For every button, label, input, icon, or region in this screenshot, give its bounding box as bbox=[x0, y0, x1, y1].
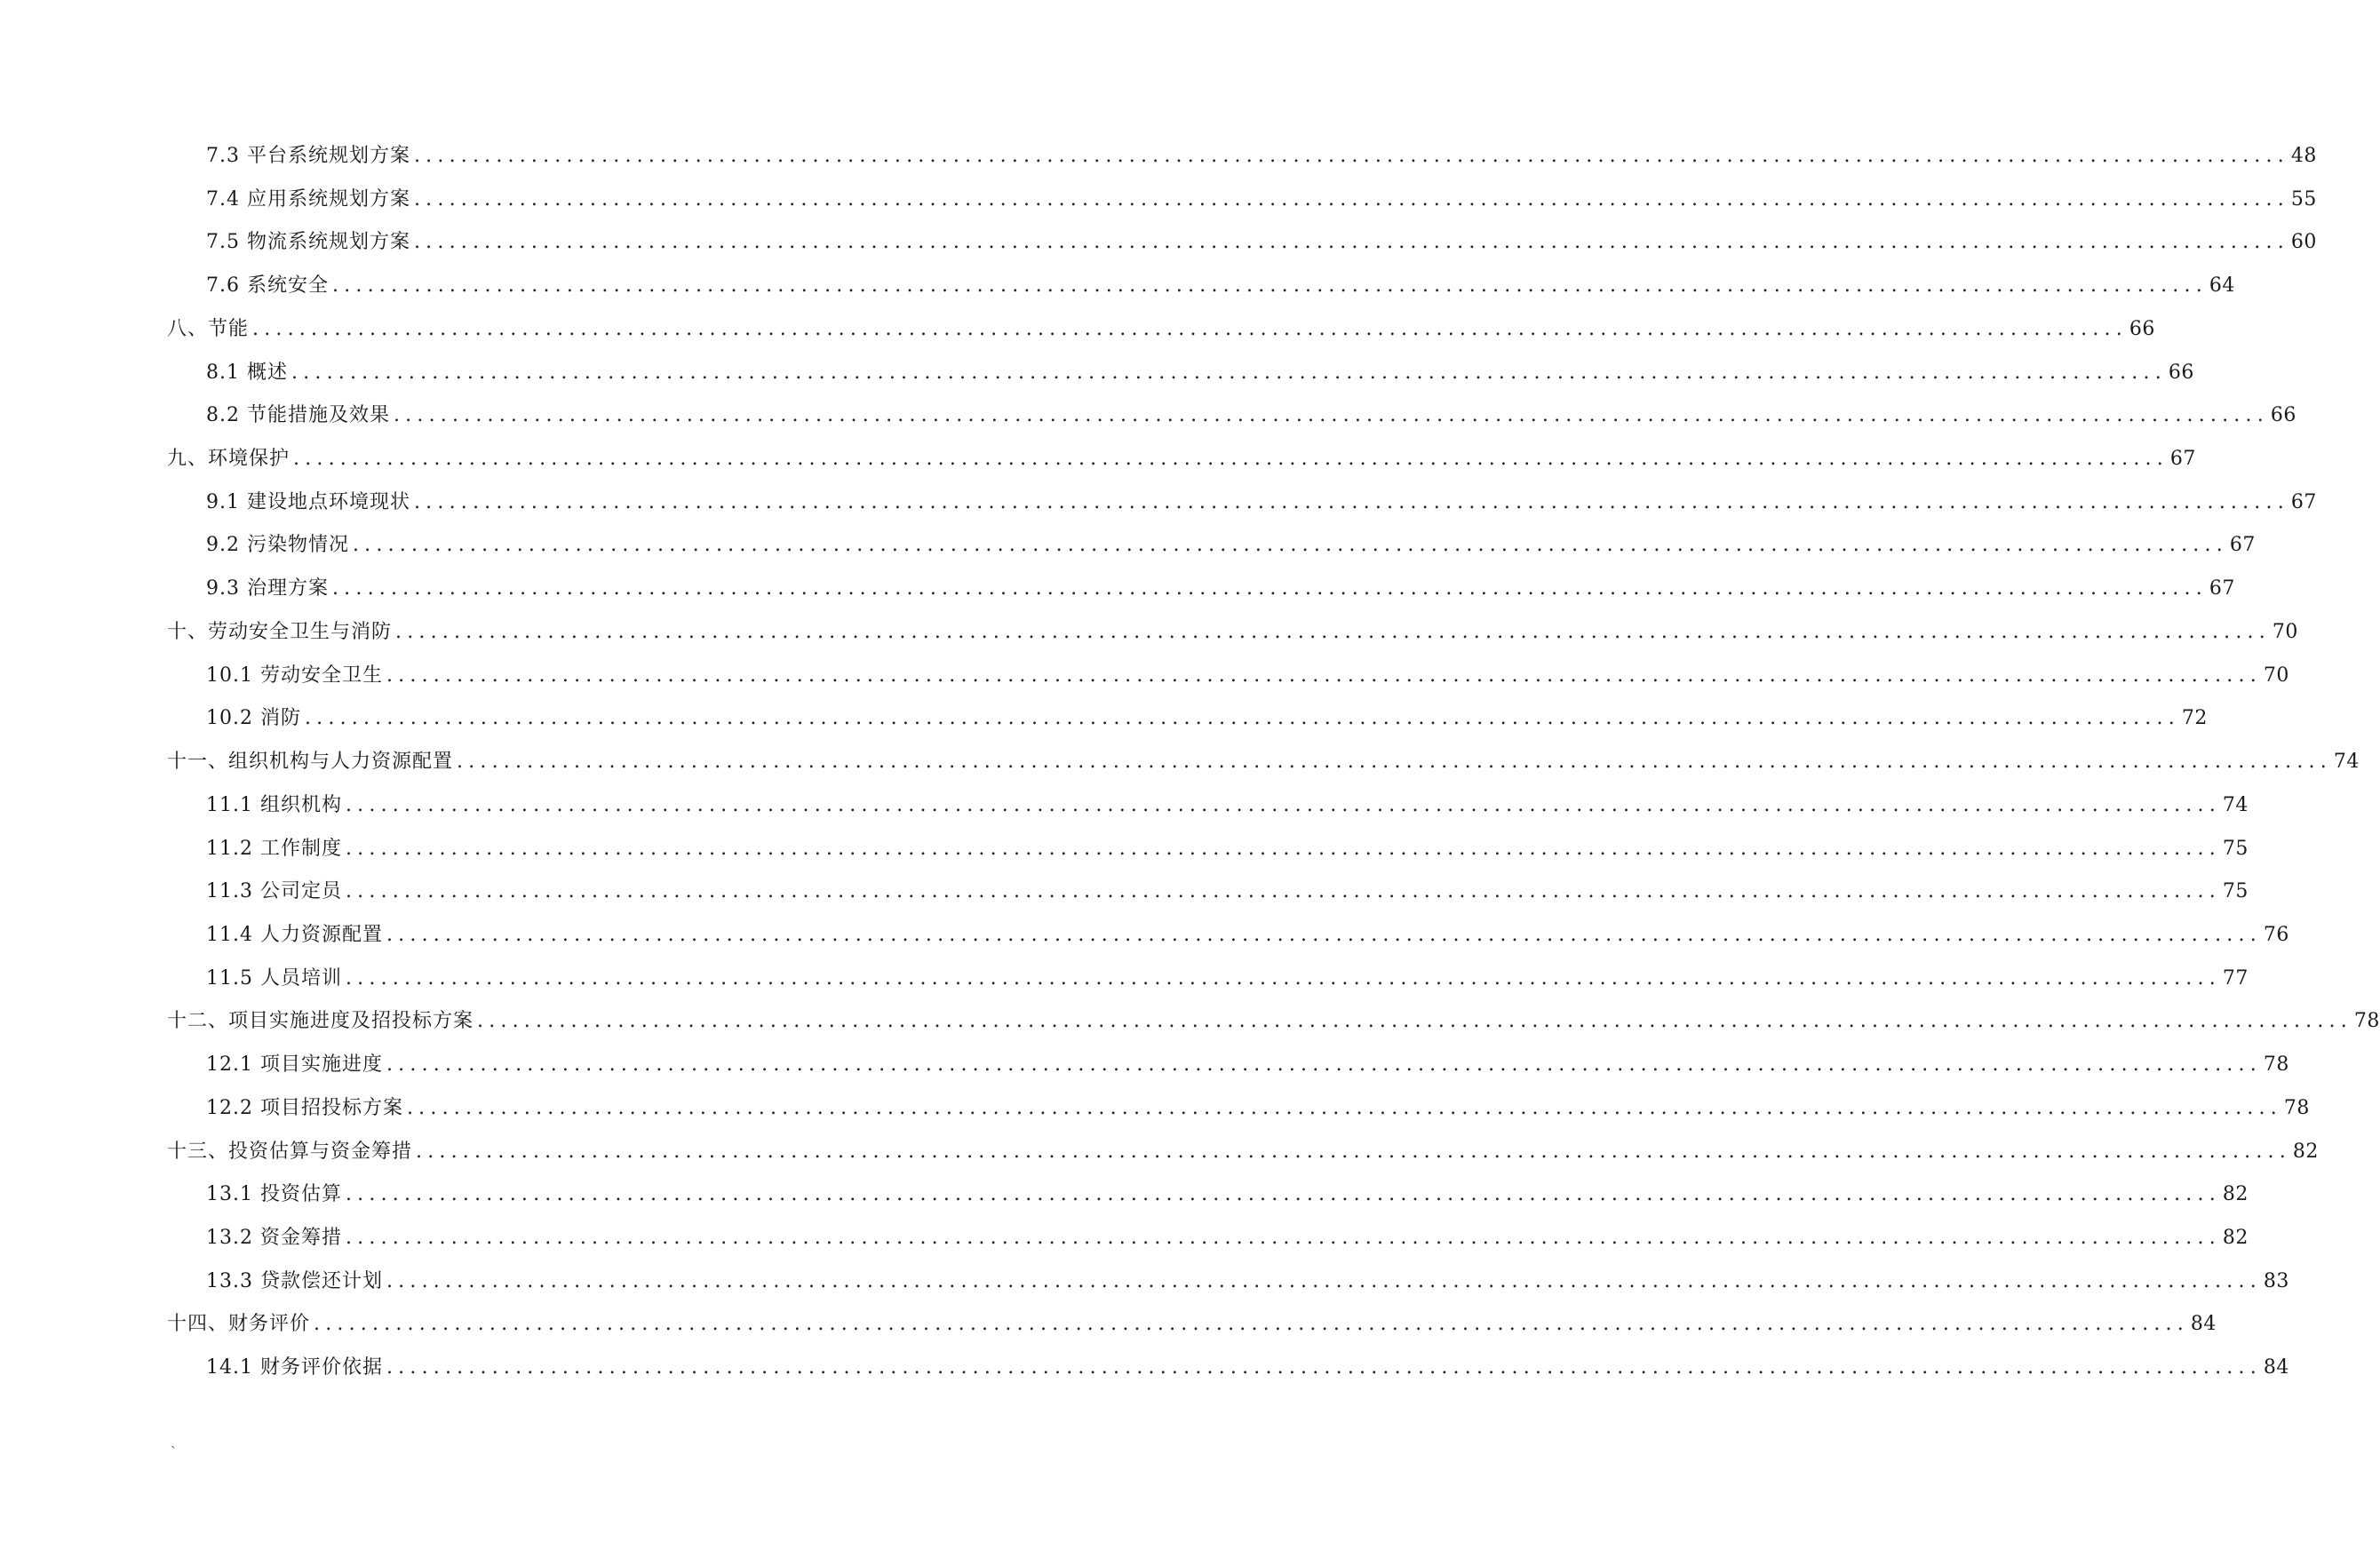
toc-entry-page: 83 bbox=[2263, 1269, 2289, 1292]
toc-entry[interactable] bbox=[206, 1222, 2249, 1251]
toc-leader-dots: ................................................................................................................................................................ bbox=[345, 793, 2221, 816]
toc-leader-dots: ................................................................................................................................................................ bbox=[413, 145, 2289, 167]
toc-entry-title: 13.1 投资估算 bbox=[206, 1183, 342, 1206]
toc-entry-page: 66 bbox=[2270, 404, 2296, 427]
toc-entry-page: 74 bbox=[2333, 751, 2360, 774]
toc-entry[interactable] bbox=[206, 660, 2289, 688]
toc-entry[interactable] bbox=[206, 184, 2317, 212]
toc-entry[interactable] bbox=[167, 1136, 2319, 1165]
toc-entry[interactable] bbox=[167, 443, 2196, 472]
toc-entry-page: 82 bbox=[2222, 1227, 2249, 1249]
toc-leader-dots: ................................................................................................................................................................ bbox=[386, 1356, 2262, 1379]
toc-entry[interactable] bbox=[206, 1093, 2310, 1121]
toc-entry-page: 67 bbox=[2169, 448, 2196, 471]
toc-entry[interactable] bbox=[206, 1049, 2289, 1077]
toc-entry-page: 70 bbox=[2272, 620, 2298, 643]
toc-leader-dots: ................................................................................................................................................................ bbox=[386, 664, 2262, 687]
toc-entry-page: 60 bbox=[2290, 231, 2317, 254]
toc-leader-dots: ................................................................................................................................................................ bbox=[386, 923, 2262, 946]
toc-entry-page: 55 bbox=[2290, 187, 2317, 211]
toc-entry-title: 13.2 资金筹措 bbox=[206, 1227, 342, 1249]
toc-entry[interactable] bbox=[206, 1352, 2289, 1380]
toc-entry-title: 7.3 平台系统规划方案 bbox=[206, 145, 410, 167]
toc-leader-dots: ................................................................................................................................................................ bbox=[345, 966, 2221, 990]
toc-entry-page: 84 bbox=[2263, 1356, 2289, 1379]
toc-entry-title: 十三、投资估算与资金筹措 bbox=[167, 1140, 413, 1163]
toc-entry-title: 14.1 财务评价依据 bbox=[206, 1356, 383, 1379]
toc-entry-page: 66 bbox=[2129, 317, 2155, 340]
toc-entry[interactable] bbox=[206, 963, 2249, 991]
toc-entry-page: 70 bbox=[2263, 664, 2289, 687]
toc-leader-dots: ................................................................................................................................................................ bbox=[416, 1140, 2291, 1163]
toc-entry[interactable] bbox=[206, 227, 2317, 255]
toc-entry-page: 64 bbox=[2209, 274, 2235, 298]
toc-entry[interactable] bbox=[167, 1308, 2217, 1337]
toc-entry-title: 10.2 消防 bbox=[206, 707, 301, 730]
toc-entry[interactable] bbox=[167, 616, 2298, 645]
toc-entry-title: 八、节能 bbox=[167, 317, 250, 340]
toc-entry-page: 78 bbox=[2283, 1096, 2310, 1119]
toc-entry[interactable] bbox=[206, 790, 2249, 818]
toc-entry-title: 12.1 项目实施进度 bbox=[206, 1053, 383, 1077]
toc-leader-dots: ................................................................................................................................................................ bbox=[413, 231, 2289, 254]
toc-entry-title: 8.2 节能措施及效果 bbox=[206, 404, 390, 427]
toc-leader-dots: ................................................................................................................................................................ bbox=[477, 1010, 2352, 1033]
toc-entry-title: 11.5 人员培训 bbox=[206, 966, 342, 990]
toc-entry-page: 75 bbox=[2222, 880, 2249, 903]
toc-entry[interactable] bbox=[167, 746, 2360, 775]
toc-leader-dots: ................................................................................................................................................................ bbox=[345, 880, 2221, 903]
toc-leader-dots: ................................................................................................................................................................ bbox=[314, 1313, 2189, 1336]
toc-entry[interactable] bbox=[206, 1266, 2289, 1294]
toc-entry[interactable] bbox=[206, 1179, 2249, 1207]
toc-leader-dots: ................................................................................................................................................................ bbox=[395, 620, 2271, 643]
toc-entry-page: 76 bbox=[2263, 923, 2289, 946]
toc-entry-title: 10.1 劳动安全卫生 bbox=[206, 664, 383, 687]
toc-leader-dots: ................................................................................................................................................................ bbox=[386, 1053, 2262, 1077]
footer-mark: ` bbox=[171, 1445, 177, 1459]
toc-entry-title: 9.2 污染物情况 bbox=[206, 534, 349, 557]
toc-entry-page: 66 bbox=[2168, 361, 2194, 384]
toc-entry-title: 十四、财务评价 bbox=[167, 1313, 311, 1336]
toc-entry[interactable] bbox=[206, 833, 2249, 862]
toc-entry-page: 82 bbox=[2222, 1183, 2249, 1206]
toc-entry-title: 11.1 组织机构 bbox=[206, 793, 342, 816]
toc-entry-title: 8.1 概述 bbox=[206, 361, 288, 384]
toc-entry[interactable] bbox=[206, 703, 2208, 731]
toc-entry[interactable] bbox=[206, 357, 2194, 386]
toc-entry[interactable] bbox=[206, 876, 2249, 904]
toc-entry[interactable] bbox=[206, 573, 2235, 601]
toc-entry-page: 78 bbox=[2263, 1053, 2289, 1077]
toc-entry-title: 十、劳动安全卫生与消防 bbox=[167, 620, 393, 643]
toc-entry-page: 74 bbox=[2222, 793, 2249, 816]
toc-entry[interactable] bbox=[206, 529, 2256, 558]
toc-entry-page: 82 bbox=[2292, 1140, 2319, 1163]
toc-entry-page: 67 bbox=[2229, 534, 2256, 557]
toc-entry-page: 84 bbox=[2190, 1313, 2217, 1336]
toc-entry[interactable] bbox=[167, 314, 2155, 342]
toc-entry[interactable] bbox=[206, 270, 2235, 298]
toc-entry-page: 75 bbox=[2222, 837, 2249, 860]
toc-entry-title: 7.6 系统安全 bbox=[206, 274, 329, 298]
toc-leader-dots: ................................................................................................................................................................ bbox=[386, 1269, 2262, 1292]
toc-entry-title: 9.1 建设地点环境现状 bbox=[206, 490, 410, 513]
toc-entry-title: 11.2 工作制度 bbox=[206, 837, 342, 860]
toc-entry[interactable] bbox=[167, 1006, 2380, 1034]
toc-entry-page: 77 bbox=[2222, 966, 2249, 990]
toc-entry-page: 67 bbox=[2209, 577, 2235, 600]
toc-entry-title: 11.3 公司定员 bbox=[206, 880, 342, 903]
toc-entry-page: 72 bbox=[2181, 707, 2208, 730]
toc-entry-title: 九、环境保护 bbox=[167, 448, 291, 471]
toc-entry[interactable] bbox=[206, 140, 2317, 169]
toc-entry-title: 7.4 应用系统规划方案 bbox=[206, 187, 410, 211]
toc-leader-dots: ................................................................................................................................................................ bbox=[252, 317, 2128, 340]
toc-leader-dots: ................................................................................................................................................................ bbox=[345, 837, 2221, 860]
toc-entry[interactable] bbox=[206, 400, 2296, 428]
toc-leader-dots: ................................................................................................................................................................ bbox=[457, 751, 2332, 774]
toc-leader-dots: ................................................................................................................................................................ bbox=[304, 707, 2180, 730]
toc-entry-page: 48 bbox=[2290, 145, 2317, 167]
toc-entry-title: 7.5 物流系统规划方案 bbox=[206, 231, 410, 254]
toc-leader-dots: ................................................................................................................................................................ bbox=[406, 1096, 2282, 1119]
toc-leader-dots: ................................................................................................................................................................ bbox=[393, 404, 2269, 427]
toc-leader-dots: ................................................................................................................................................................ bbox=[352, 534, 2228, 557]
toc-entry-title: 9.3 治理方案 bbox=[206, 577, 329, 600]
toc-leader-dots: ................................................................................................................................................................ bbox=[331, 274, 2208, 298]
toc-entry-page: 78 bbox=[2353, 1010, 2380, 1033]
toc-leader-dots: ................................................................................................................................................................ bbox=[413, 187, 2289, 211]
toc-entry-title: 11.4 人力资源配置 bbox=[206, 923, 383, 946]
toc-leader-dots: ................................................................................................................................................................ bbox=[291, 361, 2167, 384]
toc-entry-title: 十一、组织机构与人力资源配置 bbox=[167, 751, 454, 774]
toc-entry-title: 13.3 贷款偿还计划 bbox=[206, 1269, 383, 1292]
toc-entry-page: 67 bbox=[2290, 490, 2317, 513]
toc-leader-dots: ................................................................................................................................................................ bbox=[345, 1183, 2221, 1206]
toc-leader-dots: ................................................................................................................................................................ bbox=[293, 448, 2169, 471]
toc-entry-title: 十二、项目实施进度及招投标方案 bbox=[167, 1010, 474, 1033]
toc-leader-dots: ................................................................................................................................................................ bbox=[413, 490, 2289, 513]
toc-leader-dots: ................................................................................................................................................................ bbox=[331, 577, 2208, 600]
toc-entry-title: 12.2 项目招投标方案 bbox=[206, 1096, 403, 1119]
toc-entry[interactable] bbox=[206, 487, 2317, 515]
toc-leader-dots: ................................................................................................................................................................ bbox=[345, 1227, 2221, 1249]
toc-entry[interactable] bbox=[206, 919, 2289, 948]
